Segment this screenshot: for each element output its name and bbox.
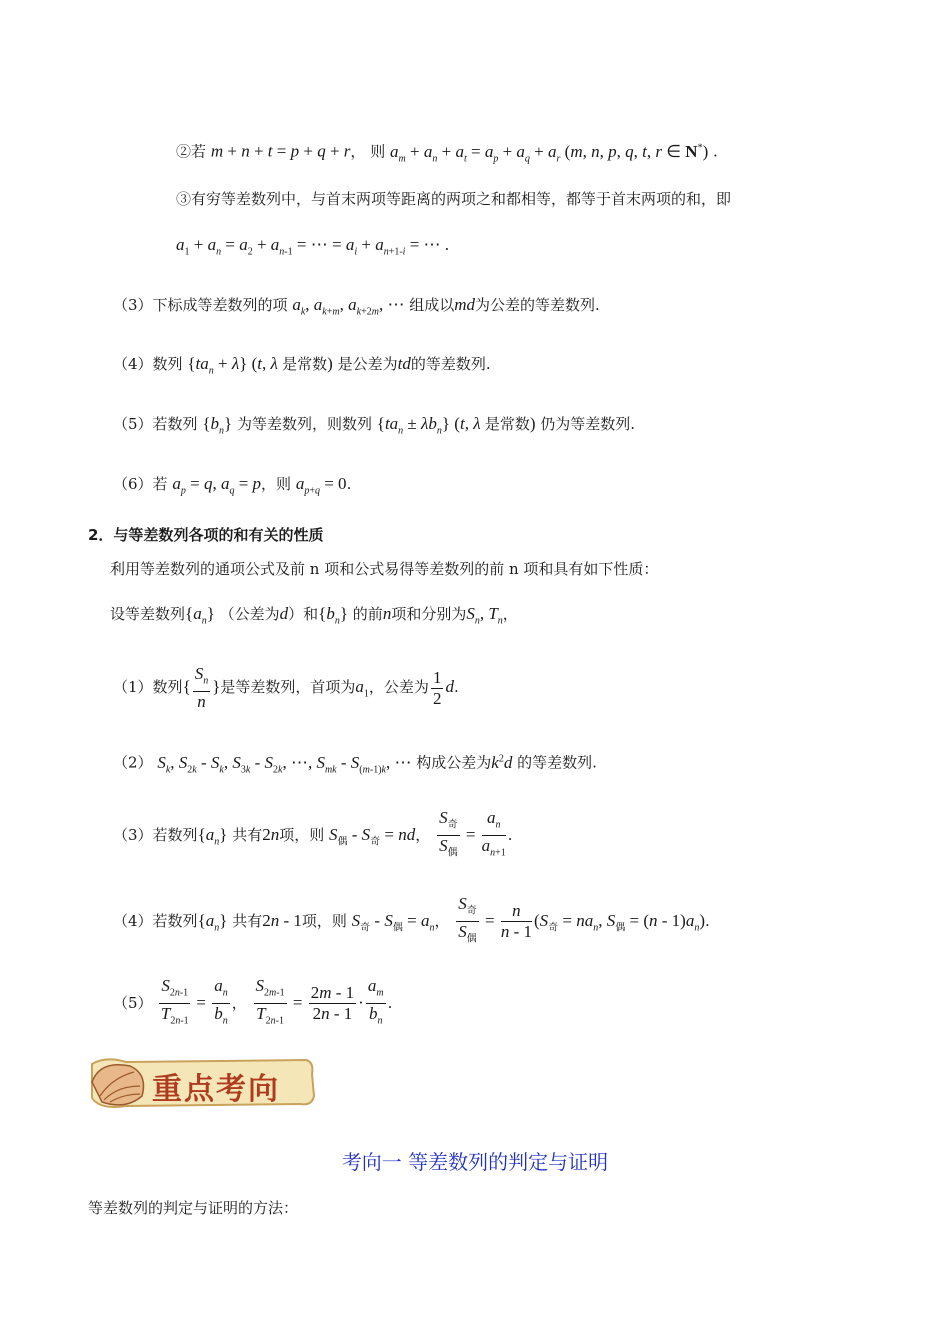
closing-text: 等差数列的判定与证明的方法： [88,1199,299,1217]
sum-property-4: （4）若数列$\{a_n\}$ 共有2n - 1项，则 $S_奇 - S_偶 = a_n$， $\frac{S_奇}{S_偶}$ = $\frac{n}{n - 1}$ ($S_奇 = na_n$, $S_偶 = (n - 1)a_n$). [113,894,710,945]
item-3: （3）下标成等差数列的项 $a_k$, $a_{k+m}$, $a_{k+2m}$, ⋯ 组成以md为公差的等差数列. [113,295,600,318]
formula: $a_m + a_n + a_t = a_p + a_q + a_r$ (m, n, p, q, t, r ∈ N*) [390,141,709,165]
sum-property-2: （2） $S_k$, $S_{2k} - S_k$, $S_{3k} - S_{2k}$, ⋯, $S_{mk} - S_{(m-1)k}$, ⋯ 构成公差为$k^2d$ 的等差数列. [113,752,597,776]
section-2-intro: 利用等差数列的通项公式及前 n 项和公式易得等差数列的前 n 项和具有如下性质： [110,560,659,578]
sum-property-1: （1）数列{ $\frac{S_n}{n}$ }是等差数列，首项为$a_1$，公差为 $\frac{1}{2}$ d. [113,664,459,712]
shell-icon [92,1065,144,1105]
sum-property-3: （3）若数列$\{a_n\}$ 共有2n项，则 $S_偶 - S_奇$ = nd， $\frac{S_奇}{S_偶}$ = $\frac{a_n}{a_{n+1}}$ . [113,808,513,859]
item-6: （6）若 $a_p = q$, $a_q = p$，则 $a_{p+q} = 0$. [113,474,352,497]
section-2-heading: 2．与等差数列各项的和有关的性质 [88,526,324,544]
formula: m + n + t = p + q + r [210,141,351,161]
property-3: ③有穷等差数列中，与首末两项等距离的两项之和都相等，都等于首末两项的和，即 [176,190,732,208]
item-4: （4）数列 $\{ta_n + \lambda\}$ (t, λ 是常数) 是公差为td的等差数列. [113,354,491,377]
key-direction-badge [86,1052,316,1112]
section-title: 考向一 等差数列的判定与证明 [341,1150,609,1174]
section-2-setup: 设等差数列$\{a_n\}$ （公差为d）和$\{b_n\}$ 的前n项和分别为$S_n$, $T_n$， [110,604,518,627]
property-3-formula: $a_1 + a_n = a_2 + a_{n-1}$ = ⋯ = $a_i + a_{n+1-i}$ = ⋯ . [176,235,450,258]
badge-text: 重点考向 [152,1072,280,1107]
sum-property-5: （5） $\frac{S_{2n-1}}{T_{2n-1}}$ = $\frac{a_n}{b_n}$ ， $\frac{S_{2m-1}}{T_{2n-1}}$ = $\frac{2m - 1}{2n - 1}$ · $\frac{a_m}{b_n}$ . [113,976,393,1027]
item-5: （5）若数列 $\{b_n\}$ 为等差数列，则数列 $\{ta_n \pm \lambda b_n\}$ (t, λ 是常数) 仍为等差数列. [113,414,636,437]
property-2: ②若 m + n + t = p + q + r， 则 $a_m + a_n + a_t = a_p + a_q + a_r$ (m, n, p, q, t, r ∈ N*) . [176,141,718,165]
